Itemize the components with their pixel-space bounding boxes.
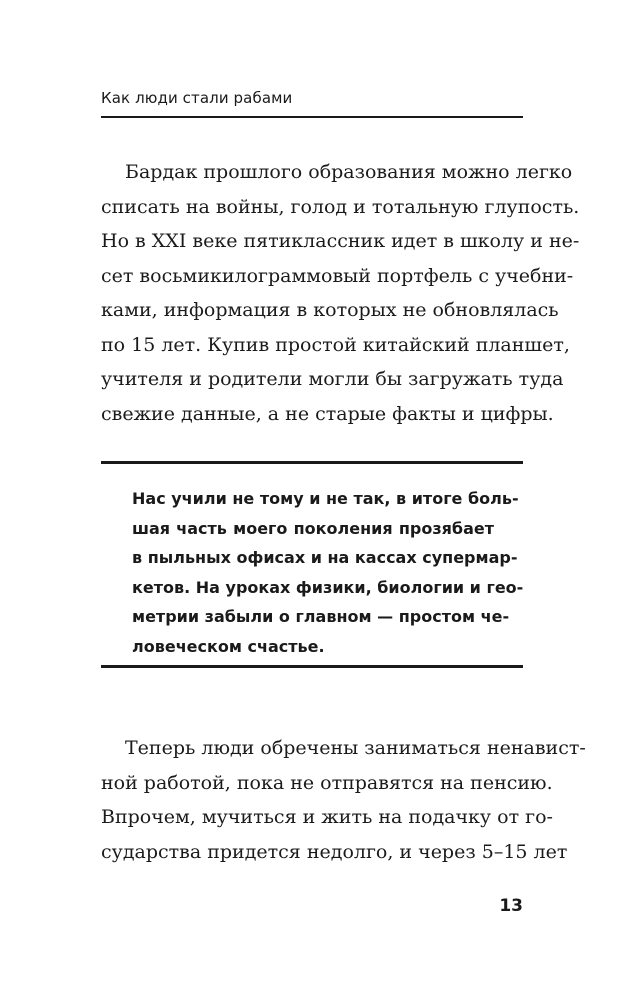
pull-quote-bottom-rule bbox=[101, 665, 523, 668]
pull-quote-line: шая часть моего поколения прозябает bbox=[132, 518, 494, 538]
pull-quote-line: в пыльных офисах и на кассах супермар- bbox=[132, 548, 518, 567]
page-number: 13 bbox=[499, 896, 523, 916]
paragraph-line: свежие данные, а не старые факты и цифры. bbox=[101, 402, 554, 425]
pull-quote-line: метрии забыли о главном — простом че- bbox=[132, 607, 510, 626]
pull-quote-line: ловеческом счастье. bbox=[132, 636, 325, 656]
pull-quote-line: Нас учили не тому и не так, в итоге боль- bbox=[132, 489, 519, 508]
paragraph-line: по 15 лет. Купив простой китайский планшет, bbox=[101, 333, 570, 356]
body-paragraph-1 bbox=[101, 155, 580, 431]
paragraph-line: Впрочем, мучиться и жить на подачку от го- bbox=[101, 806, 553, 828]
paragraph-line: Бардак прошлого образования можно легко bbox=[125, 161, 573, 183]
paragraph-line: учителя и родители могли бы загружать туда bbox=[101, 368, 564, 390]
paragraph-line: сударства придется недолго, и через 5–15 лет bbox=[101, 840, 568, 863]
pull-quote bbox=[132, 484, 524, 661]
paragraph-line: списать на войны, голод и тотальную глупость. bbox=[101, 195, 580, 218]
body-paragraph-2 bbox=[101, 731, 586, 869]
paragraph-line: Но в XXI веке пятиклассник идет в школу и не- bbox=[101, 230, 580, 252]
pull-quote-line: кетов. На уроках физики, биологии и гео- bbox=[132, 577, 524, 597]
pull-quote-top-rule bbox=[101, 461, 523, 464]
paragraph-line: сет восьмикилограммовый портфель с учебни- bbox=[101, 264, 574, 287]
header-rule bbox=[101, 116, 523, 118]
paragraph-line: ками, информация в которых не обновлялась bbox=[101, 299, 559, 321]
paragraph-line: ной работой, пока не отправятся на пенсию. bbox=[101, 771, 553, 794]
running-head-title: Как люди стали рабами bbox=[101, 89, 293, 107]
paragraph-line: Теперь люди обречены заниматься ненавист- bbox=[125, 737, 586, 759]
